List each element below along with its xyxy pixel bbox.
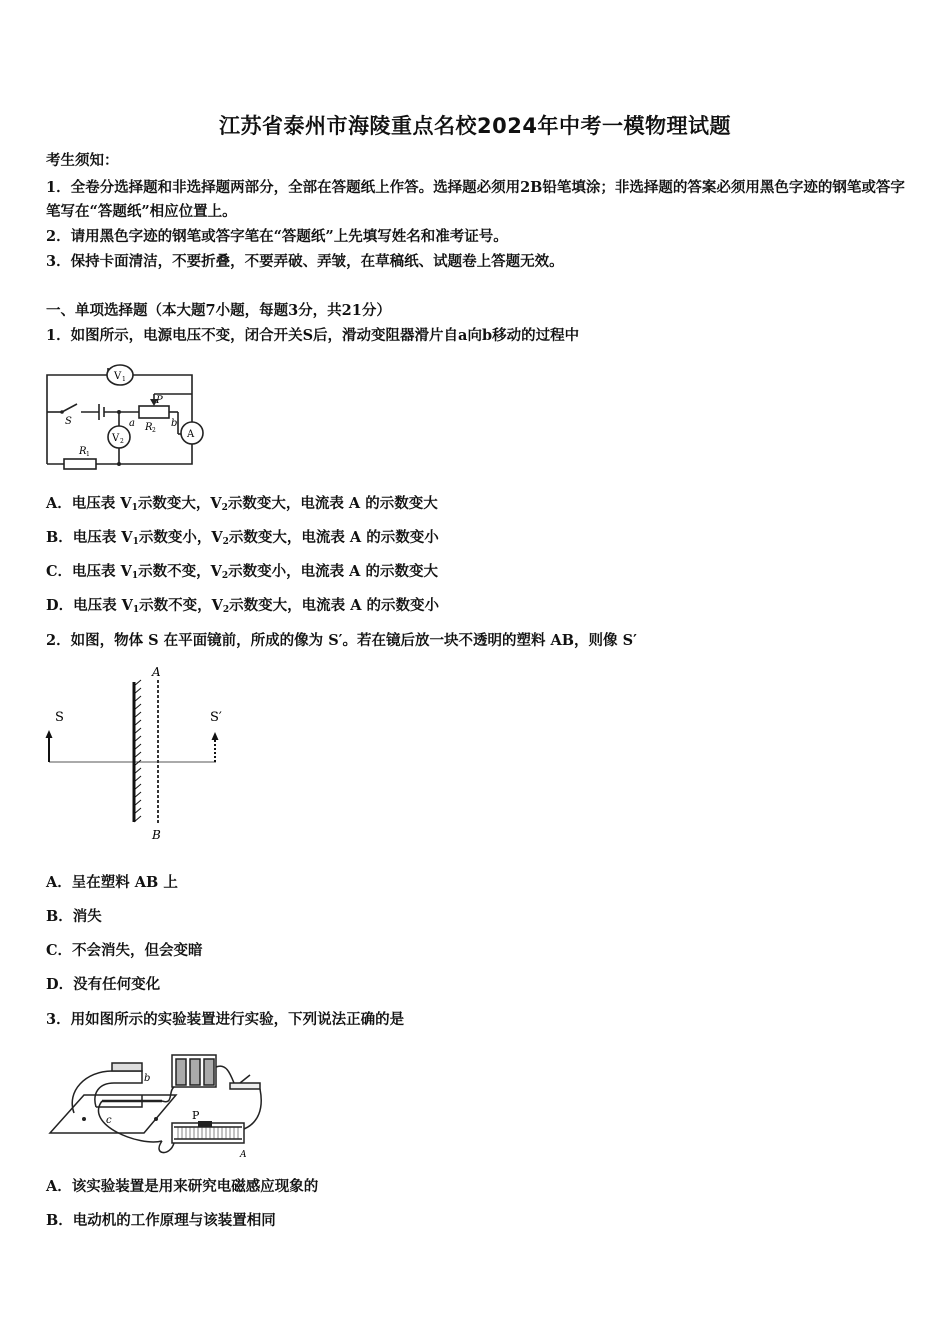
q1-fig-label-v2-sub: 2 bbox=[120, 438, 124, 445]
q2-option-a: A．呈在塑料 AB 上 bbox=[46, 874, 178, 891]
q1-option-c: C．电压表 $V_1$示数不变，$V_2$示数变小，电流表 A 的示数变大 bbox=[46, 563, 438, 581]
q3-stem: 3．用如图所示的实验装置进行实验，下列说法正确的是 bbox=[46, 1011, 405, 1028]
q1-option-b: B．电压表 $V_1$示数变小，$V_2$示数变大，电流表 A 的示数变小 bbox=[46, 529, 439, 547]
q2-option-b: B．消失 bbox=[46, 908, 102, 925]
q2-fig-label-b: B bbox=[152, 828, 161, 842]
q3-fig-label-b: b bbox=[144, 1073, 151, 1084]
q1-fig-label-r2-sub: 2 bbox=[152, 427, 156, 434]
q1-fig-label-b: b bbox=[171, 418, 178, 429]
q1-circuit-figure bbox=[44, 362, 219, 472]
q3-apparatus-figure bbox=[44, 1043, 274, 1165]
q2-option-d: D．没有任何变化 bbox=[46, 976, 161, 993]
q2-fig-label-s: S bbox=[55, 710, 64, 725]
q2-mirror-figure bbox=[44, 662, 244, 844]
q1-fig-label-ammeter: A bbox=[187, 429, 195, 440]
q1-stem: 1．如图所示，电源电压不变，闭合开关S后，滑动变阻器滑片自a向b移动的过程中 bbox=[46, 327, 580, 344]
q2-fig-label-a: A bbox=[152, 665, 161, 679]
q3-fig-label-p: P bbox=[192, 1109, 200, 1122]
q1-option-a: A．电压表 $V_1$示数变大，$V_2$示数变大，电流表 A 的示数变大 bbox=[46, 495, 438, 513]
q3-fig-label-c: c bbox=[106, 1115, 112, 1126]
q1-fig-label-a: a bbox=[129, 418, 135, 429]
q1-fig-label-r1: R bbox=[79, 446, 87, 457]
q1-fig-label-p: P bbox=[156, 395, 163, 406]
q2-option-c: C．不会消失，但会变暗 bbox=[46, 942, 203, 959]
q3-option-a: A．该实验装置是用来研究电磁感应现象的 bbox=[46, 1178, 319, 1195]
q3-option-b: B．电动机的工作原理与该装置相同 bbox=[46, 1212, 276, 1229]
q2-stem: 2．如图，物体 S 在平面镜前，所成的像为 S′。若在镜后放一块不透明的塑料 AB，则像 S′ bbox=[46, 632, 637, 649]
q1-fig-label-v1: V bbox=[114, 371, 122, 382]
q1-fig-label-v1-sub: 1 bbox=[122, 376, 126, 383]
notice-item-3: 3．保持卡面清洁，不要折叠，不要弄破、弄皱，在草稿纸、试题卷上答题无效。 bbox=[46, 253, 564, 270]
q1-option-d: D．电压表 $V_1$示数不变，$V_2$示数变大，电流表 A 的示数变小 bbox=[46, 597, 440, 615]
page-title: 江苏省泰州市海陵重点名校2024年中考一模物理试题 bbox=[219, 114, 731, 138]
notice-heading: 考生须知： bbox=[46, 152, 119, 169]
q1-fig-label-v2: V bbox=[112, 433, 120, 444]
notice-item-1: 1．全卷分选择题和非选择题两部分，全部在答题纸上作答。选择题必须用2B铅笔填涂；非选择题的答案必须用黑色字迹的钢笔或答字笔写在“答题纸”相应位置上。 bbox=[46, 179, 905, 220]
section-heading: 一、单项选择题（本大题7小题，每题3分，共21分） bbox=[46, 302, 391, 319]
notice-item-2: 2．请用黑色字迹的钢笔或答字笔在“答题纸”上先填写姓名和准考证号。 bbox=[46, 228, 508, 245]
q1-fig-label-r1-sub: 1 bbox=[86, 451, 90, 458]
q1-fig-label-s: S bbox=[65, 416, 72, 427]
q3-fig-label-a: A bbox=[240, 1150, 247, 1160]
q2-fig-label-s-prime: S′ bbox=[210, 710, 222, 725]
q1-fig-label-r2: R bbox=[145, 422, 153, 433]
